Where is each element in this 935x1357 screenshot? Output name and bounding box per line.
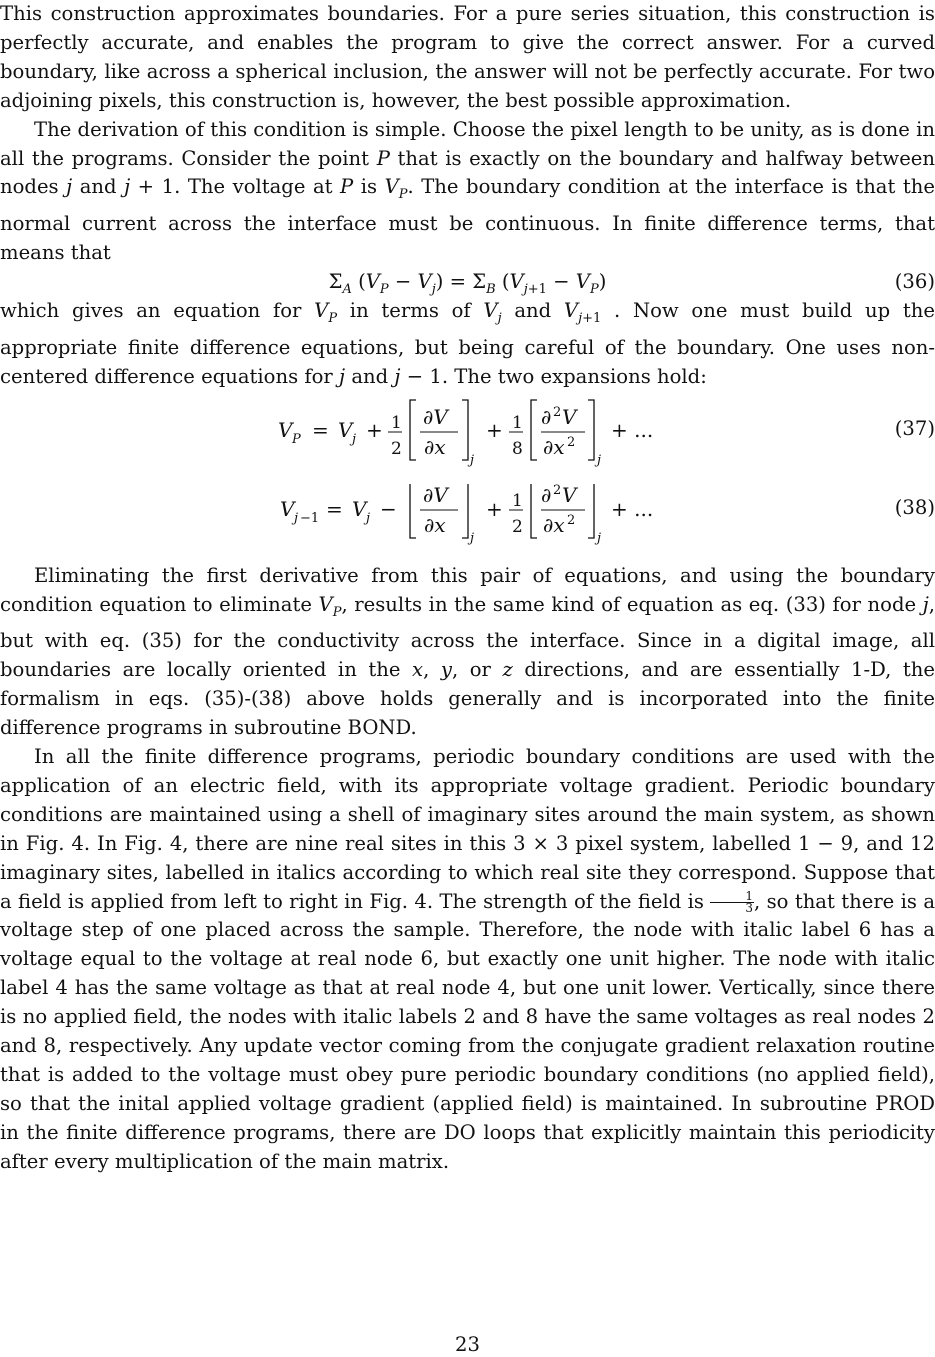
- page-number: 23: [455, 1333, 480, 1356]
- svg-text:−: −: [380, 496, 397, 521]
- svg-text:∂x: ∂x: [424, 434, 446, 459]
- svg-text:∂x: ∂x: [543, 512, 565, 537]
- paragraph-5: In all the finite difference programs, periodic boundary conditions are used with the application of an electric field, with its appropriate voltage gradient. Periodic boundary conditions are maintained using a shell of imaginary sites around the main system, as shown in Fig. 4. In Fig. 4, there are nine real sites in this 3 × 3 pixel system, labelled 1 − 9, and 12 imaginary sites, labelled in italics according to which real site they correspond. Suppose that a field is applied from left to right in Fig. 4. The strength of the field is $\frac{1}{3}$ , so that there is a voltage step of one placed across the sample. Therefore, the node with italic label 6 has a voltage equal to the voltage at real node 6, but exactly one unit higher. The node with italic label 4 has the same voltage as that at real node 4, but one unit lower. Vertically, since there is no applied field, the nodes with italic labels 2 and 8 have the same voltages as real nodes 2 and 8, respectively. Any update vector coming from the conjugate gradient relaxation routine that is added to the voltage must obey pure periodic boundary conditions (no applied field), so that the inital applied voltage gradient (applied field) is maintained. In subroutine PROD in the finite difference programs, there are DO loops that explicitly maintain this periodicity after every multiplication of the main matrix.: [0, 745, 935, 1173]
- svg-text:=: =: [326, 496, 343, 521]
- equation-36-number: (36): [894, 270, 935, 294]
- svg-text:+ ...: + ...: [611, 496, 654, 521]
- equation-37-number: (37): [894, 416, 935, 440]
- svg-text:8: 8: [512, 438, 523, 459]
- svg-text:∂x: ∂x: [543, 434, 565, 459]
- svg-text:1: 1: [512, 412, 523, 433]
- fraction-one-third: $\frac{1}{3}$: [710, 891, 754, 914]
- paragraph-2: The derivation of this condition is simple. Choose the pixel length to be unity, as is done in all the programs. Consider the point P that is exactly on the boundary and halfway between nodes j and j + 1. The voltage at P is $V_P$. The boundary condition at the interface is that the normal current across the interface must be continuous. In finite difference terms, that means that: [0, 117, 935, 265]
- equation-37-render: [0, 392, 935, 484]
- svg-text:∂x: ∂x: [424, 512, 446, 537]
- svg-text:1: 1: [512, 490, 523, 511]
- svg-text:j: j: [470, 530, 475, 546]
- svg-text:j: j: [294, 510, 299, 526]
- paragraph-3: which gives an equation for $V_P$ in terms of $V_j$ and $V_{j+1}$ . Now one must build up the appropriate finite difference equations, but being careful of the boundary. One uses non-centered difference equations for j and j − 1. The two expansions hold:: [0, 299, 935, 388]
- svg-text:2: 2: [391, 438, 402, 459]
- svg-text:V: V: [278, 417, 293, 442]
- svg-text:j: j: [597, 530, 602, 546]
- svg-text:j: j: [470, 452, 475, 468]
- svg-text:j: j: [597, 452, 602, 468]
- svg-text:V: V: [562, 404, 577, 429]
- svg-text:1: 1: [391, 412, 402, 433]
- svg-text:2: 2: [553, 483, 562, 498]
- svg-text:+: +: [486, 417, 503, 442]
- svg-text:j: j: [352, 431, 357, 447]
- equation-37: [0, 392, 935, 484]
- paragraph-4: Eliminating the first derivative from this pair of equations, and using the boundary condition equation to eliminate $V_P$, results in the same kind of equation as eq. (33) for node j, but with eq. (35) for the conductivity across the interface. Since in a digital image, all boundaries are locally oriented in the x, y, or z directions, and are essentially 1-D, the formalism in eqs. (35)-(38) above holds generally and is incorporated into the finite difference programs in subroutine BOND.: [0, 563, 935, 740]
- svg-text:=: =: [312, 417, 329, 442]
- svg-text:V: V: [562, 483, 577, 507]
- svg-text:∂V: ∂V: [423, 483, 448, 507]
- svg-text:∂: ∂: [541, 404, 552, 429]
- svg-text:2: 2: [512, 516, 523, 537]
- svg-text:j: j: [366, 510, 371, 526]
- equation-38-number: (38): [894, 495, 935, 519]
- svg-text:V: V: [280, 496, 295, 521]
- equation-38-render: [0, 484, 935, 562]
- svg-text:P: P: [292, 431, 301, 447]
- svg-text:2: 2: [553, 404, 562, 420]
- svg-text:+ ...: + ...: [611, 417, 654, 442]
- paragraph-1: This construction approximates boundaries. For a pure series situation, this construction is perfectly accurate, and enables the program to give the correct answer. For a curved boundary, like across a spherical inclusion, the answer will not be perfectly accurate. For two adjoining pixels, this construction is, however, the best possible approximation.: [0, 2, 935, 112]
- svg-text:∂: ∂: [541, 483, 552, 507]
- svg-text:2: 2: [567, 434, 576, 450]
- svg-text:V: V: [338, 417, 353, 442]
- svg-text:+: +: [366, 417, 383, 442]
- svg-text:∂V: ∂V: [423, 404, 448, 429]
- equation-38: [0, 484, 935, 562]
- svg-text:2: 2: [567, 512, 576, 528]
- equation-36: [0, 268, 935, 297]
- svg-text:+: +: [486, 496, 503, 521]
- svg-text:V: V: [352, 496, 367, 521]
- svg-text:−1: −1: [300, 510, 320, 526]
- equation-36-body: $\Sigma_A$ $(V_P - V_j) = \Sigma_B$ $(V_{j+1} - V_P)$: [328, 270, 607, 297]
